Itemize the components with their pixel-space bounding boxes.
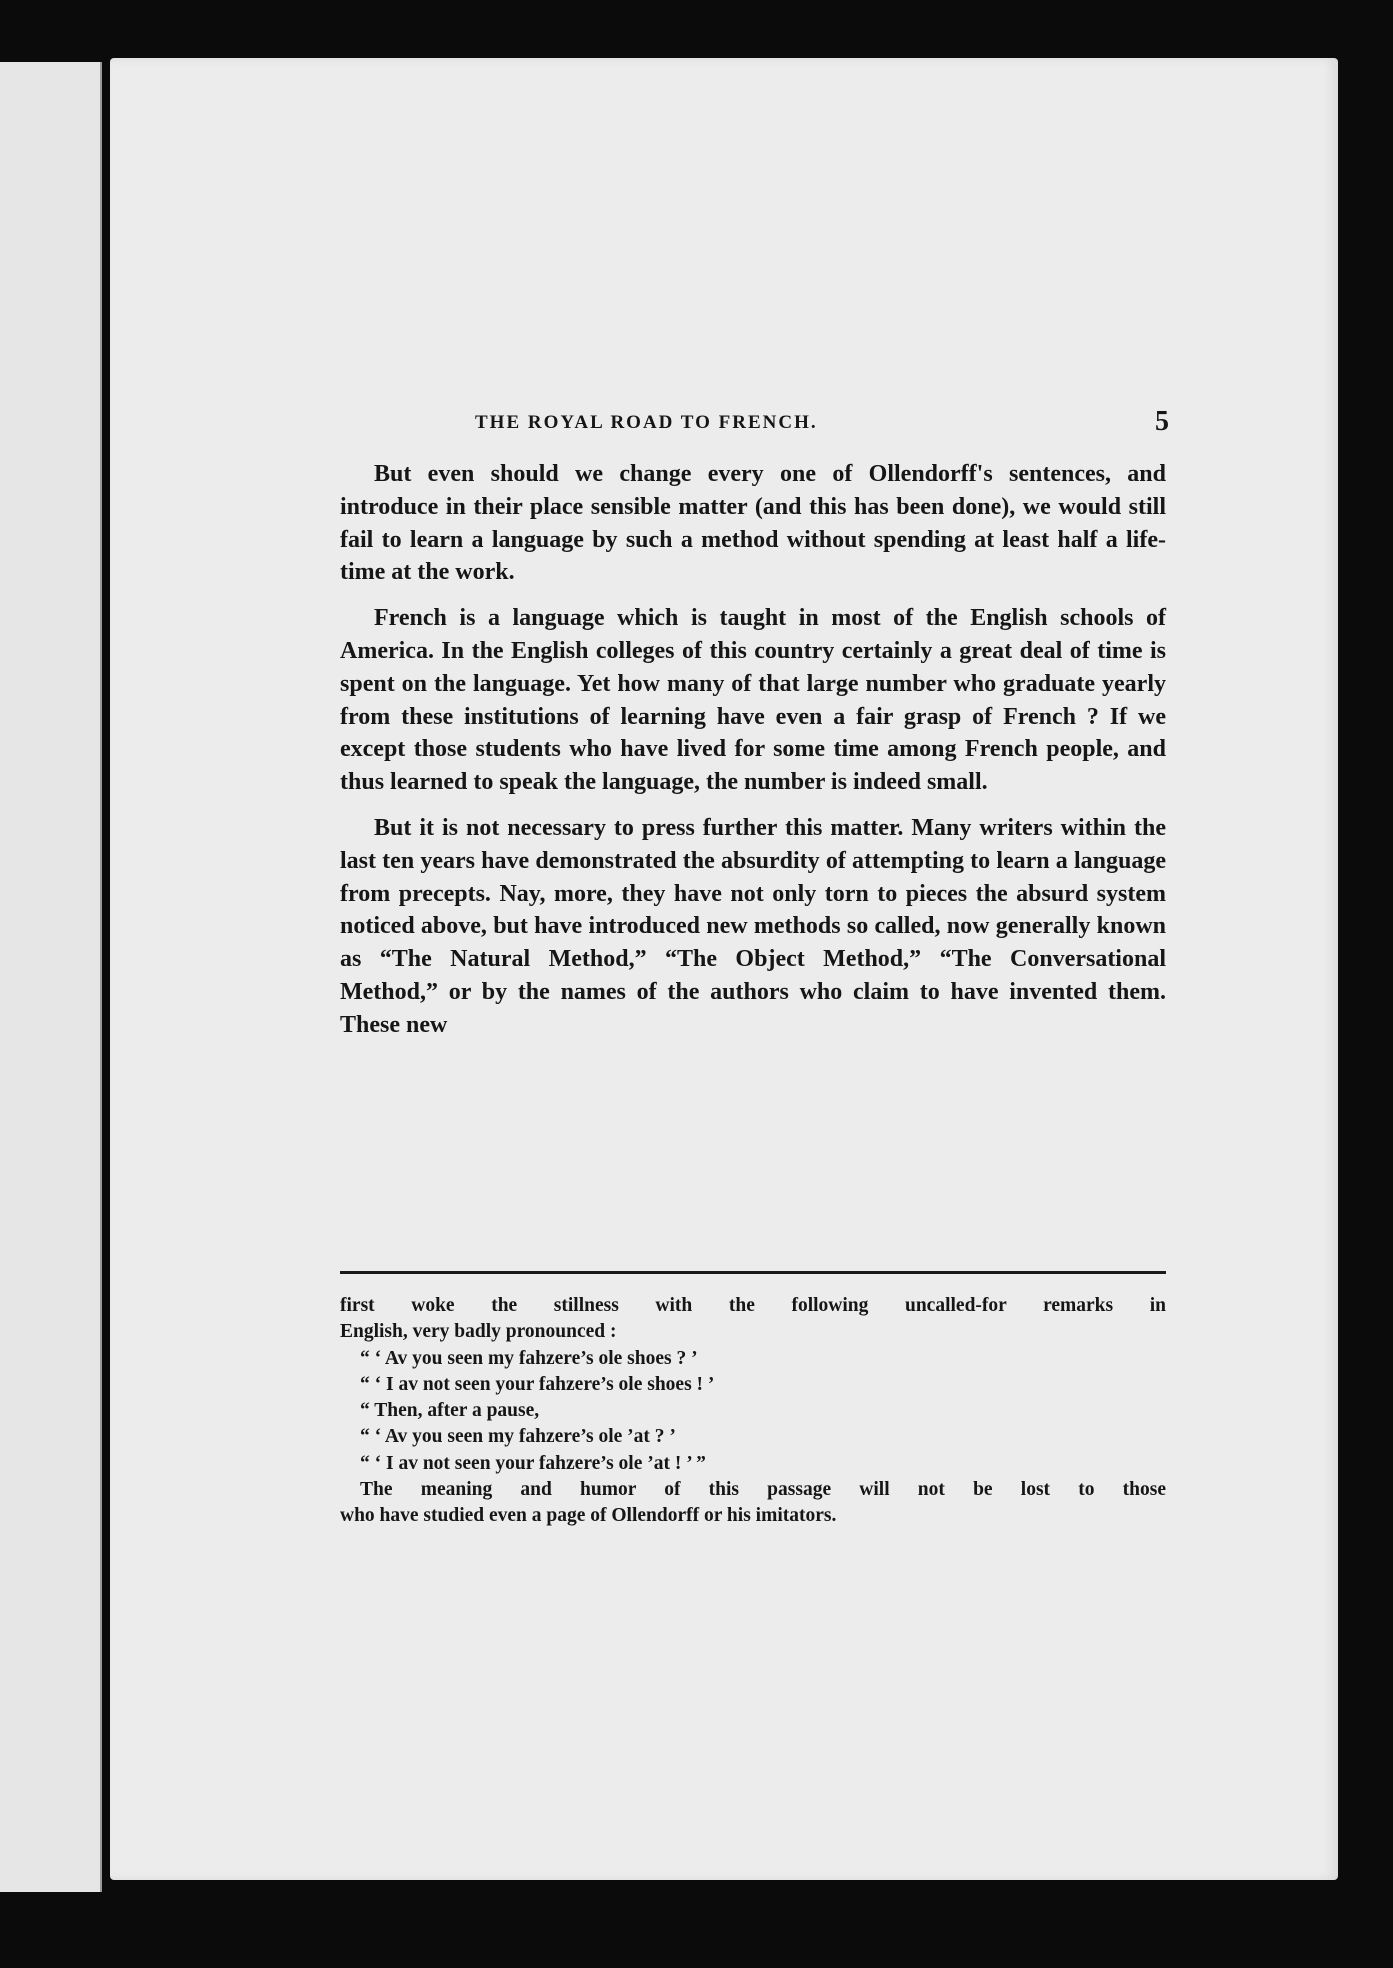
footnote-quote-line: “ ‘ I av not seen your fahzere’s ole shoes ! ’ — [360, 1373, 715, 1395]
footnote-rule — [340, 1271, 1166, 1274]
footnote-line: who have studied even a page of Ollendorff or his imitators. — [340, 1505, 837, 1527]
footnote-quote-line: “ Then, after a pause, — [360, 1400, 540, 1422]
book-page — [110, 58, 1338, 1880]
footnote-quote-line: “ ‘ Av you seen my fahzere’s ole shoes ? ’ — [360, 1347, 698, 1369]
footnote — [340, 1293, 1166, 1530]
footnote-quote-line: “ ‘ I av not seen your fahzere’s ole ’at ! ’ ” — [360, 1452, 706, 1474]
footnote-line: first woke the stillness with the following uncalled-for remarks in — [340, 1295, 1166, 1316]
paragraph: But it is not necessary to press further this matter. Many writers within the last ten years have demonstrated the absurdity of attempting to learn a language from precepts. Nay, more, they have not only torn to pieces the absurd system noticed above, but have introduced new methods so called, now generally known as “The Natural Method,” “The Object Method,” “The Conversational Method,” or by the names of the authors who claim to have invented them. These new — [340, 814, 1166, 1038]
footnote-line: English, very badly pronounced : — [340, 1321, 617, 1343]
running-head: THE ROYAL ROAD TO FRENCH. — [475, 412, 818, 433]
paragraph: French is a language which is taught in most of the English schools of America. In the English colleges of this country certainly a great deal of time is spent on the language. Yet how many of that large number who graduate yearly from these institutions of learning have even a fair grasp of French ? If we except those students who have lived for some time among French people, and thus learned to speak the language, the number is indeed small. — [340, 605, 1166, 796]
facing-page-edge — [0, 62, 102, 1892]
page-number: 5 — [1155, 406, 1169, 437]
paragraph: But even should we change every one of Ollendorff's sentences, and introduce in their place sensible matter (and this has been done), we would still fail to learn a language by such a method without spending at least half a life-time at the work. — [340, 461, 1166, 586]
footnote-line: The meaning and humor of this passage will not be lost to those — [360, 1479, 1166, 1501]
body-text — [340, 458, 1166, 1055]
footnote-quote-line: “ ‘ Av you seen my fahzere’s ole ’at ? ’ — [360, 1426, 676, 1448]
